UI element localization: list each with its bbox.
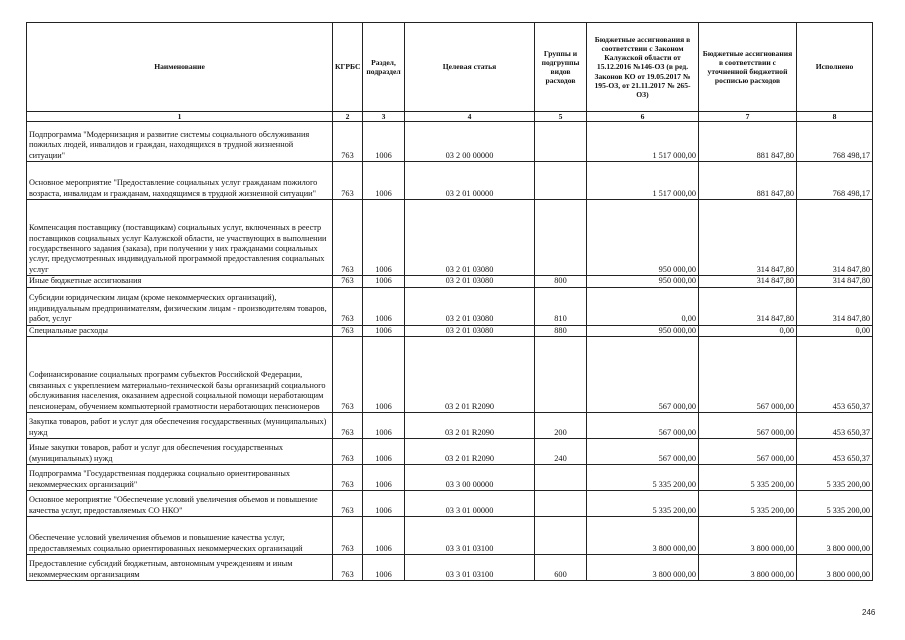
row-executed-amount: 768 498,17 — [797, 122, 873, 162]
row-section: 1006 — [363, 439, 405, 465]
table-row — [27, 200, 873, 276]
header-refined-assignments: Бюджетные ассигнования в соответствии с уточненной бюджетной росписью расходов — [699, 23, 797, 112]
row-target: 03 2 01 R2090 — [405, 413, 535, 439]
row-target: 03 3 01 03100 — [405, 555, 535, 581]
table-row — [27, 287, 873, 325]
column-number: 5 — [535, 112, 587, 122]
column-number: 8 — [797, 112, 873, 122]
row-law-amount: 950 000,00 — [587, 325, 699, 336]
header-section: Раздел, подраздел — [363, 23, 405, 112]
column-number: 6 — [587, 112, 699, 122]
row-executed-amount: 5 335 200,00 — [797, 465, 873, 491]
table-row — [27, 555, 873, 581]
row-name: Закупка товаров, работ и услуг для обеспечения государственных (муниципальных) нужд — [27, 413, 333, 439]
row-law-amount: 5 335 200,00 — [587, 491, 699, 517]
row-law-amount: 3 800 000,00 — [587, 555, 699, 581]
table-row — [27, 276, 873, 287]
column-number-row — [27, 112, 873, 122]
row-kgrbs: 763 — [333, 413, 363, 439]
row-group — [535, 465, 587, 491]
row-group: 880 — [535, 325, 587, 336]
row-target: 03 3 00 00000 — [405, 465, 535, 491]
row-refined-amount: 881 847,80 — [699, 122, 797, 162]
row-name: Специальные расходы — [27, 325, 333, 336]
row-law-amount: 0,00 — [587, 287, 699, 325]
row-refined-amount: 567 000,00 — [699, 413, 797, 439]
row-executed-amount: 453 650,37 — [797, 439, 873, 465]
row-kgrbs: 763 — [333, 200, 363, 276]
row-kgrbs: 763 — [333, 465, 363, 491]
row-name: Подпрограмма "Модернизация и развитие системы социального обслуживания пожилых людей, инвалидов и граждан, находящихся в трудной жизненной ситуации" — [27, 122, 333, 162]
row-section: 1006 — [363, 287, 405, 325]
table-row — [27, 325, 873, 336]
row-name: Компенсация поставщику (поставщикам) социальных услуг, включенных в реестр поставщиков социальных услуг Калужской области, не участвующих в выполнении государственного задания (заказа), при получении у них гражданами социальных услуг, предусмотренных индивидуальной программой предоставления социальных услуг — [27, 200, 333, 276]
row-refined-amount: 5 335 200,00 — [699, 491, 797, 517]
table-row — [27, 413, 873, 439]
row-refined-amount: 3 800 000,00 — [699, 555, 797, 581]
table-row — [27, 337, 873, 413]
row-kgrbs: 763 — [333, 517, 363, 555]
row-section: 1006 — [363, 162, 405, 200]
row-section: 1006 — [363, 337, 405, 413]
row-target: 03 2 01 R2090 — [405, 439, 535, 465]
row-law-amount: 950 000,00 — [587, 200, 699, 276]
row-executed-amount: 314 847,80 — [797, 200, 873, 276]
column-number: 1 — [27, 112, 333, 122]
row-name: Иные бюджетные ассигнования — [27, 276, 333, 287]
row-law-amount: 1 517 000,00 — [587, 162, 699, 200]
row-law-amount: 950 000,00 — [587, 276, 699, 287]
row-group — [535, 122, 587, 162]
table-row — [27, 491, 873, 517]
row-section: 1006 — [363, 413, 405, 439]
row-kgrbs: 763 — [333, 491, 363, 517]
column-number: 7 — [699, 112, 797, 122]
column-number: 3 — [363, 112, 405, 122]
table-row — [27, 162, 873, 200]
page-number: 246 — [862, 608, 876, 617]
row-name: Софинансирование социальных программ субъектов Российской Федерации, связанных с укреплением материально-технической базы организаций социального обслуживания населения, оказанием адресной социальной помощи неработающим пенсионерам, обучением компьютерной грамотности неработающих пенсионеров — [27, 337, 333, 413]
row-name: Основное мероприятие "Предоставление социальных услуг гражданам пожилого возраста, инвалидам и гражданам, находящимся в трудной жизненной ситуации" — [27, 162, 333, 200]
table-row — [27, 465, 873, 491]
row-executed-amount: 768 498,17 — [797, 162, 873, 200]
row-kgrbs: 763 — [333, 276, 363, 287]
row-name: Иные закупки товаров, работ и услуг для обеспечения государственных (муниципальных) нужд — [27, 439, 333, 465]
row-law-amount: 567 000,00 — [587, 337, 699, 413]
row-law-amount: 567 000,00 — [587, 413, 699, 439]
row-section: 1006 — [363, 465, 405, 491]
row-kgrbs: 763 — [333, 439, 363, 465]
row-executed-amount: 3 800 000,00 — [797, 517, 873, 555]
row-name: Субсидии юридическим лицам (кроме некоммерческих организаций), индивидуальным предпринимателям, физическим лицам - производителям товаров, работ, услуг — [27, 287, 333, 325]
row-executed-amount: 453 650,37 — [797, 413, 873, 439]
row-kgrbs: 763 — [333, 555, 363, 581]
row-executed-amount: 3 800 000,00 — [797, 555, 873, 581]
row-refined-amount: 567 000,00 — [699, 337, 797, 413]
header-target: Целевая статья — [405, 23, 535, 112]
row-section: 1006 — [363, 325, 405, 336]
header-kgrbs: КГРБС — [333, 23, 363, 112]
row-executed-amount: 5 335 200,00 — [797, 491, 873, 517]
row-group — [535, 491, 587, 517]
row-refined-amount: 881 847,80 — [699, 162, 797, 200]
row-kgrbs: 763 — [333, 325, 363, 336]
row-refined-amount: 567 000,00 — [699, 439, 797, 465]
row-executed-amount: 314 847,80 — [797, 276, 873, 287]
row-name: Предоставление субсидий бюджетным, автономным учреждениям и иным некоммерческим организациям — [27, 555, 333, 581]
row-executed-amount: 0,00 — [797, 325, 873, 336]
row-name: Подпрограмма "Государственная поддержка социально ориентированных некоммерческих организаций" — [27, 465, 333, 491]
table-body — [27, 122, 873, 581]
row-group: 810 — [535, 287, 587, 325]
table-row — [27, 517, 873, 555]
row-group: 600 — [535, 555, 587, 581]
row-kgrbs: 763 — [333, 337, 363, 413]
header-row — [27, 23, 873, 112]
row-target: 03 2 00 00000 — [405, 122, 535, 162]
row-kgrbs: 763 — [333, 162, 363, 200]
row-section: 1006 — [363, 491, 405, 517]
row-target: 03 2 01 03080 — [405, 276, 535, 287]
row-name: Обеспечение условий увеличения объемов и повышение качества услуг, предоставляемых социально ориентированных некоммерческих организаций — [27, 517, 333, 555]
row-group — [535, 337, 587, 413]
row-target: 03 2 01 03080 — [405, 325, 535, 336]
row-executed-amount: 453 650,37 — [797, 337, 873, 413]
row-refined-amount: 314 847,80 — [699, 276, 797, 287]
row-group: 240 — [535, 439, 587, 465]
row-law-amount: 567 000,00 — [587, 439, 699, 465]
row-group: 200 — [535, 413, 587, 439]
row-law-amount: 1 517 000,00 — [587, 122, 699, 162]
row-kgrbs: 763 — [333, 122, 363, 162]
header-name: Наименование — [27, 23, 333, 112]
header-executed: Исполнено — [797, 23, 873, 112]
row-name: Основное мероприятие "Обеспечение условий увеличения объемов и повышение качества услуг, предоставляемых СО НКО" — [27, 491, 333, 517]
row-kgrbs: 763 — [333, 287, 363, 325]
row-target: 03 2 01 03080 — [405, 200, 535, 276]
column-number: 4 — [405, 112, 535, 122]
row-refined-amount: 0,00 — [699, 325, 797, 336]
row-section: 1006 — [363, 122, 405, 162]
row-group — [535, 162, 587, 200]
row-refined-amount: 314 847,80 — [699, 287, 797, 325]
row-target: 03 2 01 03080 — [405, 287, 535, 325]
row-law-amount: 5 335 200,00 — [587, 465, 699, 491]
row-section: 1006 — [363, 276, 405, 287]
row-section: 1006 — [363, 517, 405, 555]
row-refined-amount: 3 800 000,00 — [699, 517, 797, 555]
column-number: 2 — [333, 112, 363, 122]
row-target: 03 3 01 03100 — [405, 517, 535, 555]
row-law-amount: 3 800 000,00 — [587, 517, 699, 555]
row-section: 1006 — [363, 555, 405, 581]
header-law-assignments: Бюджетные ассигнования в соответствии с Законом Калужской области от 15.12.2016 №146-ОЗ (в ред. Законов КО от 19.05.2017 № 195-ОЗ, от 21.11.2017 № 265-ОЗ) — [587, 23, 699, 112]
row-target: 03 2 01 00000 — [405, 162, 535, 200]
row-refined-amount: 314 847,80 — [699, 200, 797, 276]
row-group: 800 — [535, 276, 587, 287]
row-refined-amount: 5 335 200,00 — [699, 465, 797, 491]
table-row — [27, 122, 873, 162]
row-group — [535, 200, 587, 276]
row-section: 1006 — [363, 200, 405, 276]
row-target: 03 2 01 R2090 — [405, 337, 535, 413]
row-executed-amount: 314 847,80 — [797, 287, 873, 325]
row-group — [535, 517, 587, 555]
budget-table — [26, 22, 873, 581]
table-row — [27, 439, 873, 465]
row-target: 03 3 01 00000 — [405, 491, 535, 517]
header-groups: Группы и подгруппы видов расходов — [535, 23, 587, 112]
